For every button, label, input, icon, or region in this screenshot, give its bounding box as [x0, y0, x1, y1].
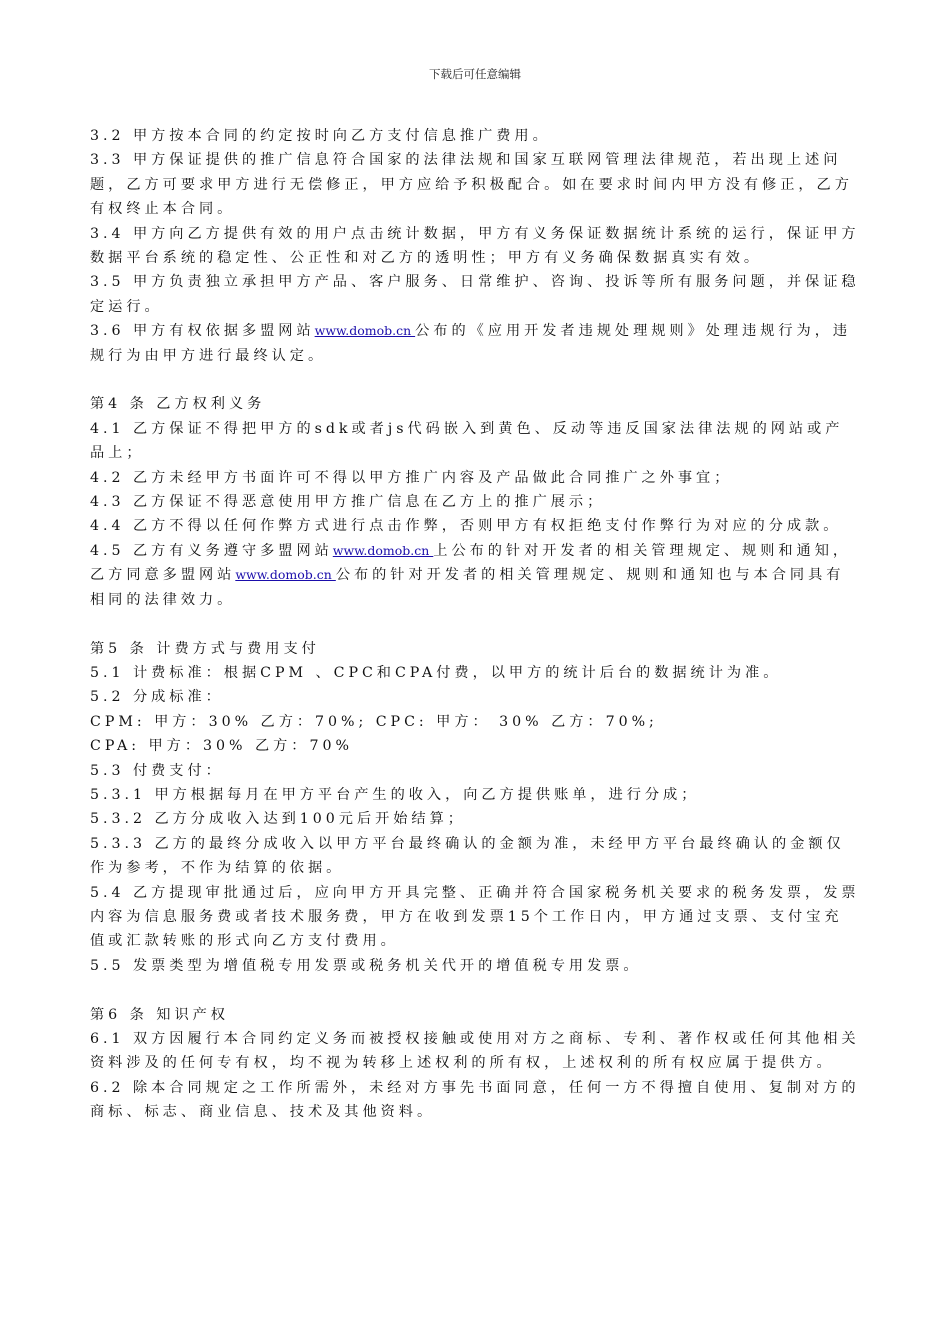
section-5-heading: 第5 条 计费方式与费用支付 — [90, 640, 320, 657]
domob-link[interactable]: www.domob.cn — [332, 542, 434, 558]
clause-3-6-text-a: 3.6 甲方有权依据多盟网站 — [90, 323, 315, 340]
clause-5-3-1: 5.3.1 甲方根据每月在甲方平台产生的收入，向乙方提供账单，进行分成； — [90, 786, 700, 803]
clause-4-3: 4.3 乙方保证不得恶意使用甲方推广信息在乙方上的推广展示； — [90, 494, 606, 511]
clause-4-5-text-a: 4.5 乙方有义务遵守多盟网站 — [90, 542, 333, 559]
page-header-note: 下载后可任意编辑 — [429, 67, 521, 81]
clause-5-1: 5.1 计费标准：根据CPM 、CPC和CPA付费，以甲方的统计后台的数据统计为准。 — [90, 664, 782, 681]
clause-4-2: 4.2 乙方未经甲方书面许可不得以甲方推广内容及产品做此合同推广之外事宜； — [90, 469, 733, 486]
section-6-heading: 第6 条 知识产权 — [90, 1006, 229, 1023]
domob-link[interactable]: www.domob.cn — [235, 567, 336, 583]
clause-5-2-cpm: CPM: 甲方：30% 乙方：70%; CPC: 甲方： 30% 乙方：70%; — [90, 713, 658, 730]
clause-3-5: 3.5 甲方负责独立承担甲方产品、客户服务、日常维护、咨询、投诉等所有服务问题，并保证稳定运行。 — [90, 274, 860, 315]
domob-link[interactable]: www.domob.cn — [314, 323, 416, 339]
clause-4-5 — [90, 539, 860, 612]
clause-3-6-text-b: 公布的《应用开发者违规处理规则》处理违规行为，违规行为由甲方进行最终认定。 — [90, 323, 852, 364]
spacer — [90, 368, 860, 392]
clause-4-5-text-c: 公布的针对开发者的相关管理规定、规则和通知也与本合同具有相同的法律效力。 — [90, 567, 845, 608]
clause-5-3-3: 5.3.3 乙方的最终分成收入以甲方平台最终确认的金额为准，未经甲方平台最终确认的金额仅作为参考，不作为结算的依据。 — [90, 835, 845, 877]
clause-5-2: 5.2 分成标准： — [90, 689, 224, 706]
clause-4-5-text-b: 上公布的针对开发者的相关管理规定、规则和通知，乙方同意多盟网站 — [90, 542, 852, 584]
spacer — [90, 612, 860, 636]
spacer — [90, 978, 860, 1002]
clause-3-6 — [90, 319, 860, 368]
contract-body — [90, 124, 860, 1125]
clause-5-4: 5.4 乙方提现审批通过后，应向甲方开具完整、正确并符合国家税务机关要求的税务发票，发票内容为信息服务费或者技术服务费，甲方在收到发票15个工作日内，甲方通过支票、支付宝充值或汇款转账的形式向乙方支付费用。 — [90, 884, 860, 950]
section-4-heading: 第4 条 乙方权利义务 — [90, 396, 266, 413]
clause-3-4: 3.4 甲方向乙方提供有效的用户点击统计数据，甲方有义务保证数据统计系统的运行，保证甲方数据平台系统的稳定性、公正性和对乙方的透明性；甲方有义务确保数据真实有效。 — [90, 225, 860, 267]
clause-5-2-cpa: CPA: 甲方：30% 乙方：70% — [90, 738, 353, 755]
clause-5-5: 5.5 发票类型为增值税专用发票或税务机关代开的增值税专用发票。 — [90, 957, 642, 974]
clause-4-1: 4.1 乙方保证不得把甲方的sdk或者js代码嵌入到黄色、反动等违反国家法律法规的网站或产品上； — [90, 420, 844, 462]
clause-4-4: 4.4 乙方不得以任何作弊方式进行点击作弊，否则甲方有权拒绝支付作弊行为对应的分成款。 — [90, 518, 842, 535]
clause-6-2: 6.2 除本合同规定之工作所需外，未经对方事先书面同意，任何一方不得擅自使用、复制对方的商标、标志、商业信息、技术及其他资料。 — [90, 1079, 860, 1121]
clause-6-1: 6.1 双方因履行本合同约定义务而被授权接触或使用对方之商标、专利、著作权或任何其他相关资料涉及的任何专有权，均不视为转移上述权利的所有权，上述权利的所有权应属于提供方。 — [90, 1030, 860, 1072]
clause-5-3: 5.3 付费支付： — [90, 762, 224, 779]
clause-3-3: 3.3 甲方保证提供的推广信息符合国家的法律法规和国家互联网管理法律规范，若出现上述问题，乙方可要求甲方进行无偿修正，甲方应给予积极配合。如在要求时间内甲方没有修正，乙方有权终止本合同。 — [90, 152, 853, 218]
clause-3-2: 3.2 甲方按本合同的约定按时向乙方支付信息推广费用。 — [90, 128, 551, 144]
clause-5-3-2: 5.3.2 乙方分成收入达到100元后开始结算； — [90, 811, 466, 828]
